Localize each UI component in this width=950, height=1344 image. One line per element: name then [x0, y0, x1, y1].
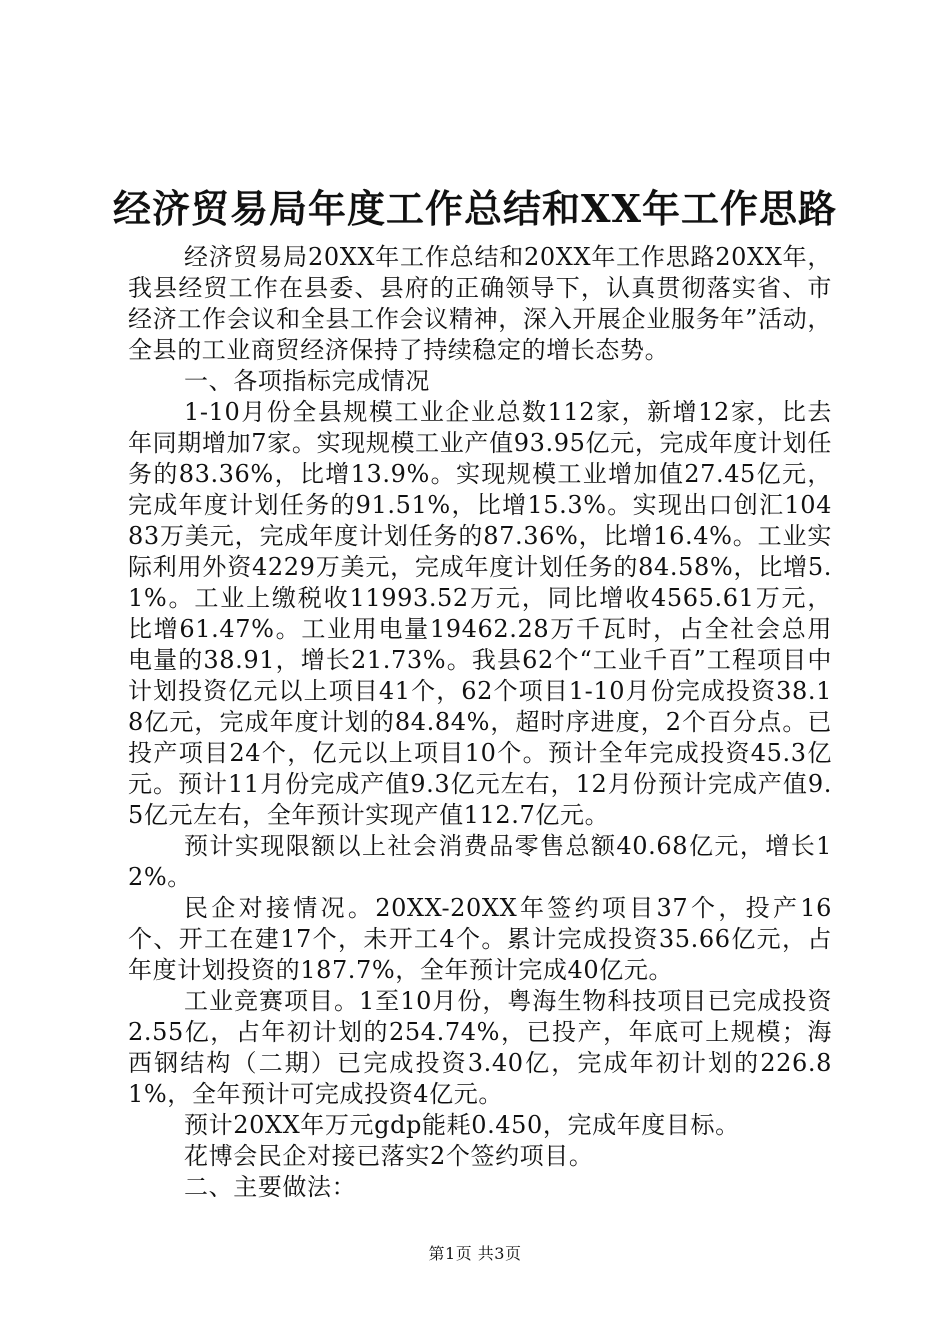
page-footer: 第1页 共3页: [428, 1244, 522, 1263]
paragraph-intro: 经济贸易局20XX年工作总结和20XX年工作思路20XX年，我县经贸工作在县委、县府的正确领导下，认真贯彻落实省、市经济工作会议和全县工作会议精神，深入开展企业服务年”活动，全县的工业商贸经济保持了持续稳定的增长态势。: [128, 243, 832, 364]
paragraph-flower-expo: 花博会民企对接已落实2个签约项目。: [184, 1142, 594, 1170]
section-heading-indicators: 一、各项指标完成情况: [184, 367, 430, 395]
paragraph-retail-sales: 预计实现限额以上社会消费品零售总额40.68亿元，增长12%。: [128, 832, 832, 891]
paragraph-industry-competition: 工业竞赛项目。1至10月份，粤海生物科技项目已完成投资2.55亿，占年初计划的254.74%，已投产，年底可上规模；海西钢结构（二期）已完成投资3.40亿，完成年初计划的226.81%，全年预计可完成投资4亿元。: [128, 987, 832, 1108]
document-body: [128, 242, 832, 1203]
section-heading-main-practices: 二、主要做法：: [184, 1173, 357, 1201]
document-title: 经济贸易局年度工作总结和XX年工作思路: [113, 186, 837, 231]
paragraph-private-enterprise: 民企对接情况。20XX-20XX年签约项目37个，投产16个、开工在建17个，未开工4个。累计完成投资35.66亿元，占年度计划投资的187.7%，全年预计完成40亿元。: [128, 894, 832, 984]
paragraph-industry-stats: 1-10月份全县规模工业企业总数112家，新增12家，比去年同期增加7家。实现规模工业产值93.95亿元，完成年度计划任务的83.36%，比增13.9%。实现规模工业增加值27.45亿元，完成年度计划任务的91.51%，比增15.3%。实现出口创汇10483万美元，完成年度计划任务的87.36%，比增16.4%。工业实际利用外资4229万美元，完成年度计划任务的84.58%，比增5.1%。工业上缴税收11993.52万元，同比增收4565.61万元，比增61.47%。工业用电量19462.28万千瓦时，占全社会总用电量的38.91，增长21.73%。我县62个“工业千百”工程项目中计划投资亿元以上项目41个，62个项目1-10月份完成投资38.18亿元，完成年度计划的84.84%，超时序进度，2个百分点。已投产项目24个，亿元以上项目10个。预计全年完成投资45.3亿元。预计11月份完成产值9.3亿元左右，12月份预计完成产值9.5亿元左右，全年预计实现产值112.7亿元。: [128, 398, 832, 829]
paragraph-energy-consumption: 预计20XX年万元gdp能耗0.450，完成年度目标。: [184, 1111, 740, 1139]
